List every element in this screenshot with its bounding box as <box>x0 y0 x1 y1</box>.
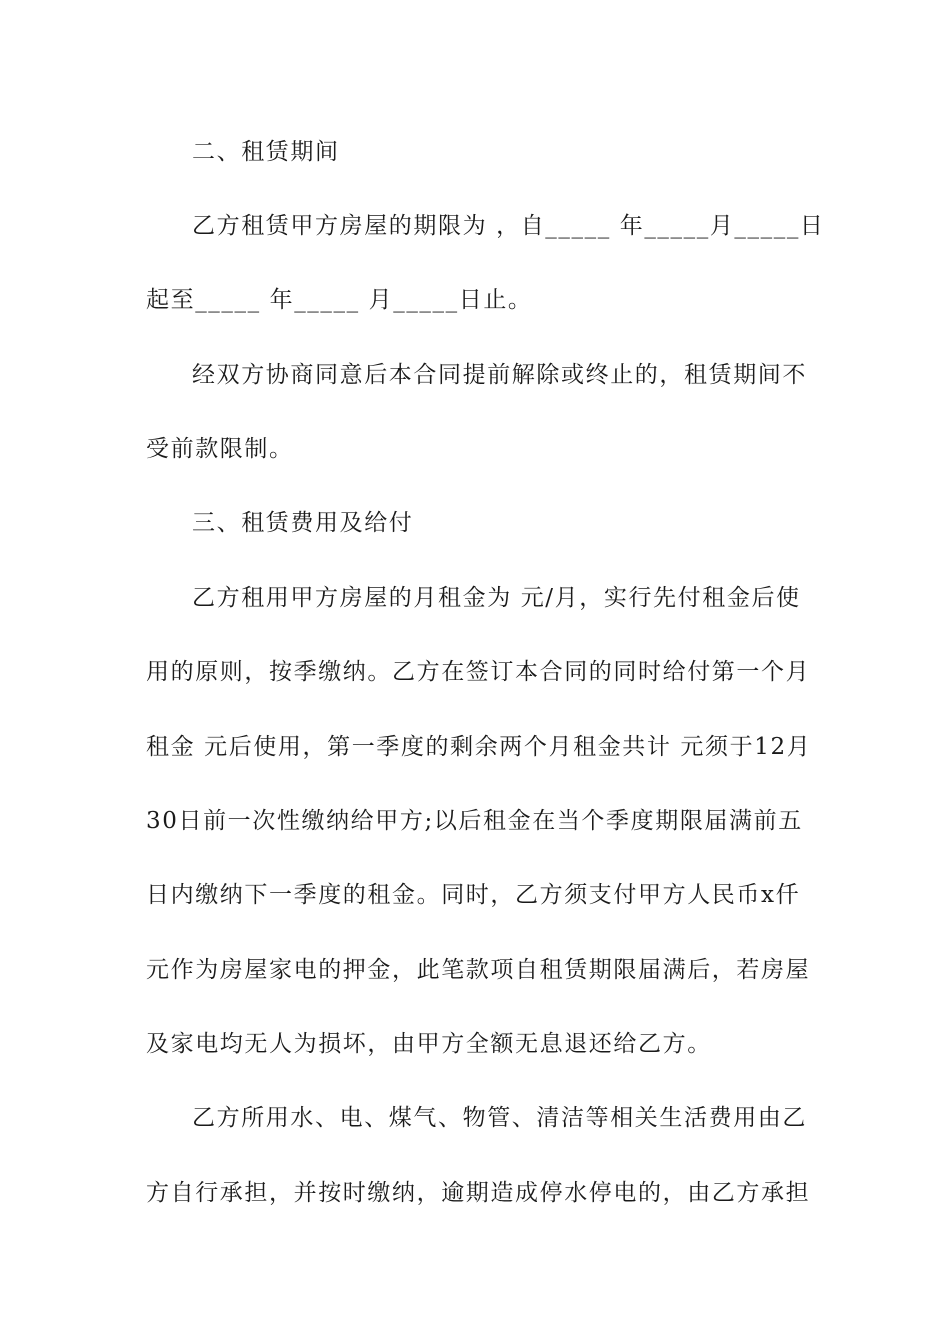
paragraph-line: 30日前一次性缴纳给甲方;以后租金在当个季度期限届满前五 <box>146 808 803 834</box>
paragraph-line: 元作为房屋家电的押金，此笔款项自租赁期限届满后，若房屋 <box>146 957 811 983</box>
paragraph-line: 经双方协商同意后本合同提前解除或终止的，租赁期间不 <box>192 362 807 388</box>
paragraph-line: 乙方所用水、电、煤气、物管、清洁等相关生活费用由乙 <box>192 1105 807 1131</box>
paragraph-line: 租金 元后使用，第一季度的剩余两个月租金共计 元须于12月 <box>146 734 812 760</box>
paragraph-line: 用的原则，按季缴纳。乙方在签订本合同的同时给付第一个月 <box>146 659 811 685</box>
paragraph-line: 起至_____ 年_____ 月_____日止。 <box>146 287 533 313</box>
paragraph-line: 受前款限制。 <box>146 436 294 462</box>
paragraph-line: 及家电均无人为损坏，由甲方全额无息退还给乙方。 <box>146 1031 712 1057</box>
paragraph-line: 方自行承担，并按时缴纳，逾期造成停水停电的，由乙方承担 <box>146 1180 811 1206</box>
section-heading-rent-payment: 三、租赁费用及给付 <box>192 510 414 536</box>
paragraph-line: 乙方租用甲方房屋的月租金为 元/月，实行先付租金后使 <box>192 585 801 611</box>
paragraph-line: 乙方租赁甲方房屋的期限为 ，自_____ 年_____月_____日 <box>192 213 825 239</box>
paragraph-line: 日内缴纳下一季度的租金。同时，乙方须支付甲方人民币x仟 <box>146 882 801 908</box>
section-heading-lease-period: 二、租赁期间 <box>192 139 340 165</box>
